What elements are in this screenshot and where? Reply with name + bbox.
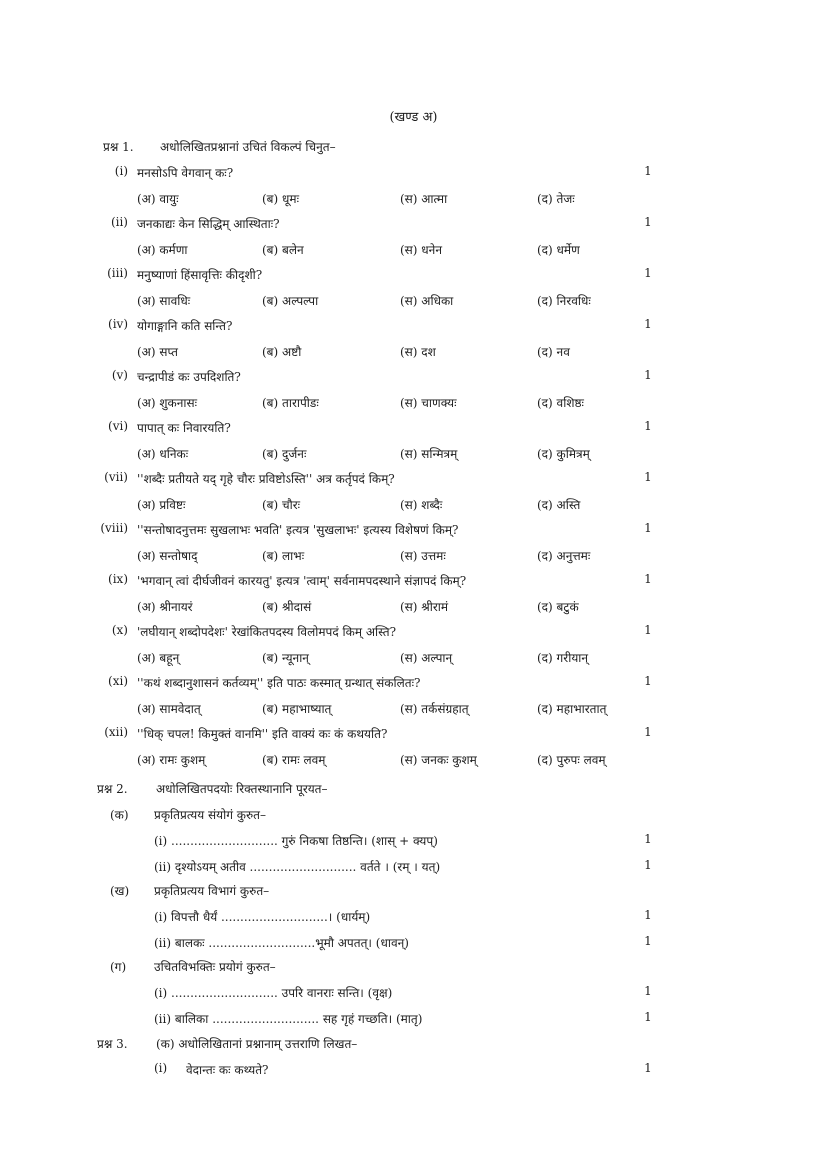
option-4: (द) धर्मेण <box>537 243 580 257</box>
option-3: (स) सन्मित्रम् <box>400 447 458 461</box>
question-number: (ii) <box>110 215 128 229</box>
option-3: (स) जनकः कुशम् <box>400 753 477 767</box>
question-number: (i) <box>114 164 128 178</box>
option-1: (अ) शुकनासः <box>137 396 198 410</box>
question-text: जनकाद्यः केन सिद्धिम् आस्थिताः? <box>137 217 280 231</box>
question-number: (i) <box>154 1061 168 1075</box>
marks-value: 1 <box>644 521 652 535</box>
option-3: (स) उत्तमः <box>400 549 446 563</box>
question-number: (vi) <box>108 419 128 433</box>
q2-instruction: अधोलिखितपदयोः रिक्तस्थानानि पूरयत– <box>156 782 328 796</box>
option-4: (द) पुरुपः लवम् <box>537 753 606 767</box>
option-3: (स) तर्कसंग्रहात् <box>400 702 469 716</box>
marks-value: 1 <box>644 164 652 178</box>
part-label: (ख) <box>110 884 130 898</box>
option-1: (अ) कर्मणा <box>137 243 188 257</box>
question-number: (viii) <box>100 521 128 535</box>
question-number: (v) <box>111 368 128 382</box>
question-number: (iii) <box>107 266 128 280</box>
option-3: (स) धनेन <box>400 243 442 257</box>
marks-value: 1 <box>644 368 652 382</box>
part-heading: उचितविभक्तिः प्रयोगं कुरुत– <box>154 960 276 974</box>
fill-blank-line: (i) विपत्तौ धैर्यं ............................। (धार्यम्) <box>154 910 371 924</box>
question-number: (xii) <box>104 725 128 739</box>
question-text: 'लघीयान् शब्दोपदेशः' रेखांकितपदस्य विलोमपदं किम् अस्ति? <box>137 625 397 639</box>
option-4: (द) कुमित्रम् <box>537 447 590 461</box>
q2-number: प्रश्न 2. <box>97 782 128 796</box>
question-text: ''शब्दैः प्रतीयते यद् गृहे चौरः प्रविष्टोऽस्ति'' अत्र कर्तृपदं किम्? <box>137 472 395 486</box>
part-heading: प्रकृतिप्रत्यय विभागं कुरुत– <box>154 884 270 898</box>
option-2: (ब) रामः लवम् <box>262 753 326 767</box>
marks-value: 1 <box>644 858 652 872</box>
option-3: (स) अधिका <box>400 294 454 308</box>
question-text: ''धिक् चपल! किमुक्तं वानमि'' इति वाक्यं कः कं कथयति? <box>137 727 388 741</box>
marks-value: 1 <box>644 572 652 586</box>
marks-value: 1 <box>644 1010 652 1024</box>
marks-value: 1 <box>644 470 652 484</box>
question-number: (xi) <box>108 674 128 688</box>
part-label: (ग) <box>110 960 127 974</box>
part-heading: प्रकृतिप्रत्यय संयोगं कुरुत– <box>154 808 267 822</box>
option-3: (स) श्रीरामं <box>400 600 449 614</box>
option-1: (अ) रामः कुशम् <box>137 753 206 767</box>
option-4: (द) बटुकं <box>537 600 579 614</box>
option-4: (द) निरवधिः <box>537 294 591 308</box>
marks-value: 1 <box>644 266 652 280</box>
question-text: ''कथं शब्दानुशासनं कर्तव्यम्'' इति पाठः कस्मात् ग्रन्थात् संकलितः? <box>137 676 421 690</box>
option-2: (ब) अष्टौ <box>262 345 302 359</box>
marks-value: 1 <box>644 934 652 948</box>
marks-value: 1 <box>644 623 652 637</box>
option-4: (द) नव <box>537 345 570 359</box>
q3-instruction: (क) अधोलिखितानां प्रश्नानाम् उत्तराणि लिखत– <box>156 1037 358 1051</box>
option-1: (अ) सन्तोषाद् <box>137 549 198 563</box>
option-1: (अ) सावधिः <box>137 294 191 308</box>
marks-value: 1 <box>644 1061 652 1075</box>
option-2: (ब) श्रीदासं <box>262 600 312 614</box>
option-2: (ब) लाभः <box>262 549 305 563</box>
option-4: (द) गरीयान् <box>537 651 589 665</box>
option-1: (अ) सामवेदात् <box>137 702 201 716</box>
question-text: चन्द्रापीडं कः उपदिशति? <box>137 370 241 384</box>
option-1: (अ) सप्त <box>137 345 178 359</box>
option-4: (द) महाभारतात् <box>537 702 607 716</box>
option-2: (ब) महाभाष्यात् <box>262 702 332 716</box>
q1-instruction: अधोलिखितप्रश्नानां उचितं विकल्पं चिनुत– <box>160 140 336 154</box>
option-1: (अ) वायुः <box>137 192 179 206</box>
question-number: (vii) <box>104 470 128 484</box>
question-text: पापात् कः निवारयति? <box>137 421 231 435</box>
option-4: (द) वशिष्ठः <box>537 396 584 410</box>
fill-blank-line: (ii) बालिका ............................ सह गृहं गच्छति। (मातृ) <box>154 1012 423 1026</box>
q3-number: प्रश्न 3. <box>97 1037 128 1051</box>
marks-value: 1 <box>644 419 652 433</box>
marks-value: 1 <box>644 674 652 688</box>
question-number: (iv) <box>108 317 128 331</box>
question-text: 'भगवान् त्वां दीर्घजीवनं कारयतु' इत्यत्र 'त्वाम्' सर्वनामपदस्थाने संज्ञापदं किम्? <box>137 574 467 588</box>
option-4: (द) तेजः <box>537 192 575 206</box>
option-1: (अ) धनिकः <box>137 447 189 461</box>
option-1: (अ) श्रीनायरं <box>137 600 193 614</box>
option-3: (स) दश <box>400 345 436 359</box>
option-3: (स) शब्दैः <box>400 498 443 512</box>
fill-blank-line: (ii) दृश्योऽयम् अतीव ............................ वर्तते । (रम् । यत्) <box>154 860 441 874</box>
question-text: मनसोऽपि वेगवान् कः? <box>137 166 234 180</box>
fill-blank-line: (i) ............................ उपरि वानराः सन्ति। (वृक्ष) <box>154 986 393 1000</box>
question-number: (x) <box>111 623 128 637</box>
option-2: (ब) तारापीडः <box>262 396 319 410</box>
marks-value: 1 <box>644 317 652 331</box>
part-label: (क) <box>110 808 129 822</box>
option-2: (ब) दुर्जनः <box>262 447 307 461</box>
fill-blank-line: (i) ............................ गुरुं निकषा तिष्ठन्ति। (शास् + क्यप्) <box>154 834 438 848</box>
option-3: (स) आत्मा <box>400 192 448 206</box>
q1-number: प्रश्न 1. <box>103 140 134 154</box>
question-text: मनुष्याणां हिंसावृत्तिः कीदृशी? <box>137 268 263 282</box>
option-2: (ब) न्यूनान् <box>262 651 309 665</box>
marks-value: 1 <box>644 725 652 739</box>
option-2: (ब) धूमः <box>262 192 300 206</box>
option-3: (स) अल्पान् <box>400 651 453 665</box>
marks-value: 1 <box>644 984 652 998</box>
section-title: (खण्ड अ) <box>389 110 438 125</box>
option-2: (ब) अल्पल्पा <box>262 294 319 308</box>
option-1: (अ) बहून् <box>137 651 180 665</box>
question-text: वेदान्तः कः कथ्यते? <box>186 1063 269 1077</box>
option-2: (ब) चौरः <box>262 498 301 512</box>
fill-blank-line: (ii) बालकः ............................भूमौ अपतत्। (धावन्) <box>154 936 409 950</box>
option-4: (द) अनुत्तमः <box>537 549 591 563</box>
question-text: ''सन्तोषादनुत्तमः सुखलाभः भवति' इत्यत्र 'सुखलाभः' इत्यस्य विशेषणं किम्? <box>137 523 459 537</box>
option-1: (अ) प्रविष्टः <box>137 498 186 512</box>
question-text: योगाङ्गानि कति सन्ति? <box>137 319 233 333</box>
option-3: (स) चाणक्यः <box>400 396 457 410</box>
marks-value: 1 <box>644 215 652 229</box>
option-4: (द) अस्ति <box>537 498 581 512</box>
marks-value: 1 <box>644 908 652 922</box>
marks-value: 1 <box>644 832 652 846</box>
question-number: (ix) <box>108 572 128 586</box>
option-2: (ब) बलेन <box>262 243 304 257</box>
